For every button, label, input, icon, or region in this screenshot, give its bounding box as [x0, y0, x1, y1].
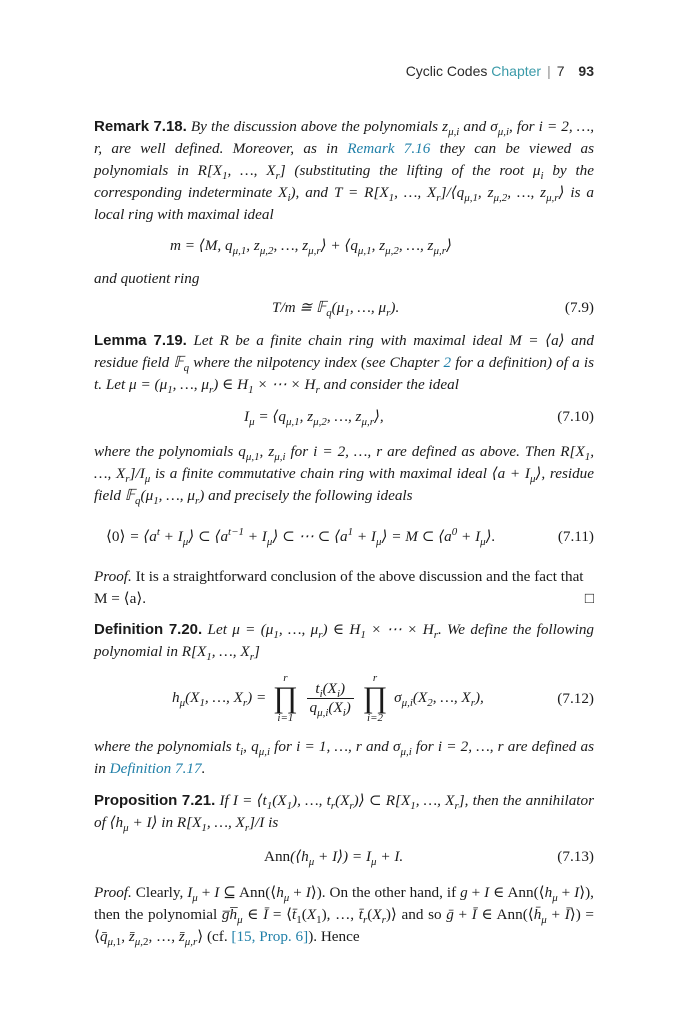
page: Cyclic Codes Chapter | 7 93 Remark 7.18. By the discussion above the polynomials $z_{\mu,i}$ and $\sigma_{\mu,i}$, for i = 2, …, r, are well defined. Moreover, as in Remark 7.16 they can be viewed as polynomials in $R[X_1$, …, $X_r$] (substituting the lifting of the root $\mu_i$ by the corresponding indeterminate $X_i$), and $T = R[X_1$, …, $X_r]/⟨q_{\mu,1}$, $z_{\mu,2}$, …, $z_{\mu,r}⟩$ is a local ring with maximal ideal m = ⟨M, $q_{\mu,1}$, $z_{\mu,2}$, …, $z_{\mu,r}⟩$ + $⟨q_{\mu,1}$, $z_{\mu,2}$, …, $z_{\mu,r}⟩$ and quotient ring T/m ≅ $𝔽_q(\mu_1$, …, $\mu_r$). (7.9) Lemma 7.19. Let R be a finite chain ring with maximal ideal M = ⟨a⟩ and residue field 𝔽$_q$ where the nilpotency index (see Chapter 2 for a definition) of a is t. Let $\mu = (\mu_1$, …, $\mu_r$) ∈ $H_1$ × ⋯ × $H_r$ and consider the ideal $I_\mu$ = $⟨q_{\mu,1}$, $z_{\mu,2}$, …, $z_{\mu,r}⟩$, (7.10) where the polynomials $q_{\mu,1}$, $z_{\mu,i}$ for i = 2, …, r are defined as above. Then $R[X_1$, …, $X_r]/I_\mu$ is a finite commutative chain ring with maximal ideal ⟨a + $I_\mu⟩$, residue field $𝔽_q(\mu_1$, …, $\mu_r$) and precisely the following ideals ⟨0⟩ = $⟨a^t$ + $I_\mu⟩$ ⊂ $⟨a^{t-1}$ + $I_\mu⟩$ ⊂ ⋯ ⊂ $⟨a^1$ + $I_\mu⟩ = M$ ⊂ $⟨a^0$ + $I_\mu⟩$. (7.11) Proof. It is a straightforward conclusion of the above discussion and the fact that M = ⟨a⟩. □ Definition 7.20. Let $\mu = (\mu_1$, …, $\mu_r$) ∈ $H_1$ × ⋯ × $H_r$. We define the following polynomial in $R[X_1$, …, $X_r$] $h_\mu(X_1$, …, $X_r$) = r ∏ i=1 $\frac{t_i(X_i)}{q_{\mu,i}(X_i)}$ r ∏ i=2 $\sigma_{\mu,i}(X_2$, …, $X_r$), (7.12) where the polynomials $t_i$, $q_{\mu,i}$ for i = 1, …, r and $\sigma_{\mu,i}$ for i = 2, …, r are defined as in Definition 7.17. Proposition 7.21. If $I = ⟨t_1(X_1)$, …, $t_r(X_r)⟩$ ⊂ $R[X_1$, …, $X_r$], then the annihilator of $⟨h_\mu$ + I⟩ in $R[X_1$, …, $X_r]/I$ is $Ann(⟨h_\mu$ + I⟩) = $I_\mu + I$. (7.13) Proof. Clearly, $I_\mu + I$ ⊆ $Ann(⟨h_\mu$ + I⟩). On the other hand, if g + I ∈ $Ann(⟨h_\mu$ + I⟩), then the polynomial $g̅h̅_\mu$ ∈ Ī = $⟨t̄_1(X_1)$, …, $t̄_r(X_r)⟩$ and so ḡ + Ī ∈ $Ann(⟨h̄_\mu$ + Ī⟩) = $⟨q̄_{\mu,1}$, $z̄_{\mu,2}$, …, $z̄_{\mu,r}⟩$ (cf. [15, Prop. 6]). Hence: [94, 63, 595, 949]
equation-tag-7-10: (7.10): [557, 408, 594, 425]
definition-body: Let $\mu = (\mu_1$, …, $\mu_r$) ∈ $H_1$ × ⋯ × $H_r$. We define the following polynomial in $R[X_1$, …, $X_r$]: [94, 621, 595, 664]
page-number: 93: [578, 63, 594, 79]
proof-1-paragraph: [94, 566, 594, 610]
equation-tag-7-9: (7.9): [564, 299, 594, 316]
equation-tag-7-11: (7.11): [557, 528, 594, 545]
proof-1-label: Proof.: [94, 568, 132, 585]
chapter-number: 7: [556, 63, 565, 79]
lemma-heading: Lemma 7.19.: [94, 332, 187, 349]
lemma-body: Let R be a finite chain ring with maximal ideal M = ⟨a⟩ and residue field 𝔽$_q$ where the nilpotency index (see Chapter 2 for a definition) of a is t. Let $\mu = (\mu_1$, …, $\mu_r$) ∈ $H_1$ × ⋯ × $H_r$ and consider the ideal: [94, 332, 594, 397]
equation-tag-7-13: (7.13): [557, 848, 594, 865]
chapter-label: Chapter: [491, 63, 542, 79]
remark-body: By the discussion above the polynomials $z_{\mu,i}$ and $\sigma_{\mu,i}$, for i = 2, …, r, are well defined. Moreover, as in Remark 7.16 they can be viewed as polynomials in $R[X_1$, …, $X_r$] (substituting the lifting of the root $\mu_i$ by the corresponding indeterminate $X_i$), and $T = R[X_1$, …, $X_r]/⟨q_{\mu,1}$, $z_{\mu,2}$, …, $z_{\mu,r}⟩$ is a local ring with maximal ideal: [94, 118, 594, 223]
running-head: [406, 63, 594, 79]
qed-symbol: □: [584, 590, 594, 607]
lemma-paragraph: [94, 330, 594, 396]
definition-continuation: where the polynomials $t_i$, $q_{\mu,i}$ for i = 1, …, r and $\sigma_{\mu,i}$ for i = 2, …, r are defined as in Definition 7.17.: [94, 738, 594, 777]
section-title: Cyclic Codes: [405, 63, 488, 79]
separator: |: [547, 63, 551, 79]
proposition-body: If $I = ⟨t_1(X_1)$, …, $t_r(X_r)⟩$ ⊂ $R[X_1$, …, $X_r$], then the annihilator of $⟨h_\mu$ + I⟩ in $R[X_1$, …, $X_r]/I$ is: [94, 792, 595, 835]
remark-paragraph: [94, 116, 594, 226]
lemma-continuation: where the polynomials $q_{\mu,1}$, $z_{\mu,i}$ for i = 2, …, r are defined as above. Then $R[X_1$, …, $X_r]/I_\mu$ is a finite commutative chain ring with maximal ideal ⟨a + $I_\mu⟩$, residue field $𝔽_q(\mu_1$, …, $\mu_r$) and precisely the following ideals: [94, 443, 595, 508]
definition-heading: Definition 7.20.: [94, 621, 203, 638]
proof-2-body: Clearly, $I_\mu + I$ ⊆ $Ann(⟨h_\mu$ + I⟩). On the other hand, if g + I ∈ $Ann(⟨h_\mu$ + I⟩), then the polynomial $g̅h̅_\mu$ ∈ Ī = $⟨t̄_1(X_1)$, …, $t̄_r(X_r)⟩$ and so ḡ + Ī ∈ $Ann(⟨h̄_\mu$ + Ī⟩) = $⟨q̄_{\mu,1}$, $z̄_{\mu,2}$, …, $z̄_{\mu,r}⟩$ (cf. [15, Prop. 6]). Hence: [94, 884, 594, 949]
proof-2-label: Proof.: [94, 884, 132, 901]
proposition-paragraph: [94, 790, 594, 834]
equation-tag-7-12: (7.12): [557, 690, 594, 707]
proposition-heading: Proposition 7.21.: [94, 792, 216, 809]
proof-2-paragraph: [94, 882, 594, 948]
equation-7-12: $h_\mu(X_1$, …, $X_r$) = r ∏ i=1 $\frac{t_i(X_i)}{q_{\mu,i}(X_i)}$ r ∏ i=2 $\sigma_{\mu,i}(X_2$, …, $X_r$), (7.12): [172, 672, 594, 724]
remark-heading: Remark 7.18.: [94, 118, 187, 135]
remark-after-equation: and quotient ring: [94, 270, 200, 287]
definition-paragraph: [94, 619, 594, 663]
proof-1-body: It is a straightforward conclusion of the above discussion and the fact that M = ⟨a⟩.: [94, 568, 584, 607]
